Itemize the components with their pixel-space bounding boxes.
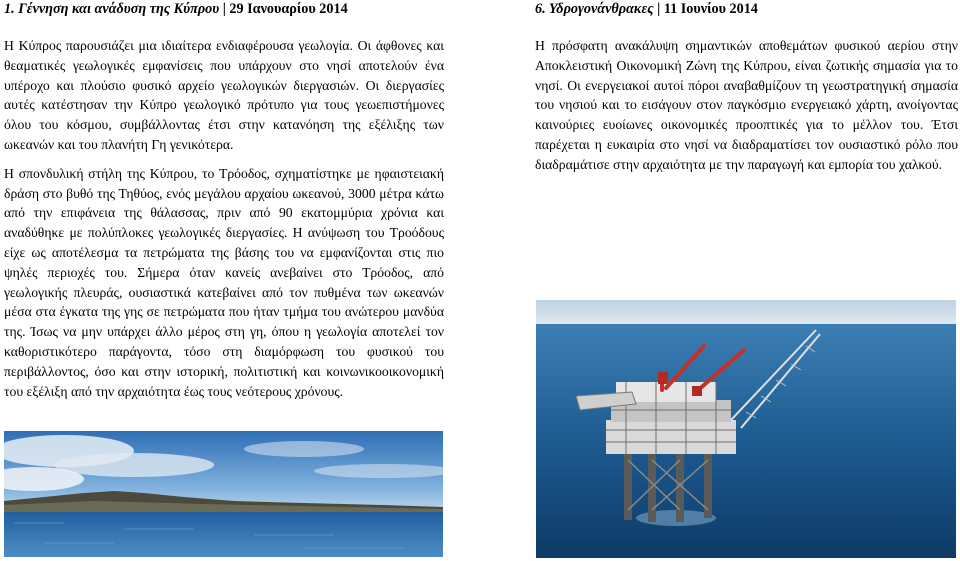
coastline-photo <box>4 431 443 557</box>
heading-title: 6. Υδρογονάνθρακες <box>535 1 654 17</box>
heading-date: 11 Ιουνίου 2014 <box>663 1 758 17</box>
paragraph: Η σπονδυλική στήλη της Κύπρου, το Τρόοδος, σχηματίστηκε με ηφαιστειακή δράση στο βυθό της Τηθύος, ενός μεγάλου αρχαίου ωκεανού, 3000 μέτρα κάτω από την επιφάνεια της θάλασσας, πριν από 90 εκατομμύρια χρόνια και αναδύθηκε με πολύπλοκες γεωλογικές διεργασίες. Η ανύψωση του Τροόδους είχε ως αποτέλεσμα τα πετρώματα της βάσης του να εμφανίζονται στις πιο ψηλές περιοχές του. Σήμερα όταν κανείς ανεβαίνει στο Τρόοδος, από γεωλογικής πλευράς, ουσιαστικά κατεβαίνει από τον πυθμένα των ωκεανών μέσα στα έγκατα της γης σε πετρώματα που ήταν τμήμα του ανώτερου μανδύα της. Ίσως να μην υπάρχει άλλο μέρος στη γη, όπου η γεωλογία αποτελεί τον καθοριστικότερο παράγοντα, τόσο στη διαμόρφωση του φυσικού του περιβάλλοντος, όσο και στην ιστορική, πολιτιστική και κοινωνικοοικονομική του εξέλιξη από την αρχαιότητα έως τους νεότερους χρόνους. <box>4 165 444 399</box>
article-left <box>4 0 444 410</box>
heading-title: 1. Γέννηση και ανάδυση της Κύπρου <box>4 1 220 17</box>
paragraph: Η πρόσφατη ανακάλυψη σημαντικών αποθεμάτων φυσικού αερίου στην Αποκλειστική Οικονομική Ζώνη της Κύπρου, είναι ζωτικής σημασία για το νησί. Οι ενεργειακοί αυτοί πόροι αναβαθμίζουν τη γεωστρατηγική σημασία του νησιού και το εισάγουν στον παγκόσμιο ενεργειακό χάρτη, ανοίγοντας καινούριες ευοίωνες οικονομικές προοπτικές για το μέλλον του. Έτσι παρέχεται η ευκαιρία στο νησί να διαδραματίσει τον ουσιαστικό ρόλο που διαδραμάτισε στην αρχαιότητα με την παραγωγή και εμπορία του χαλκού. <box>535 38 958 172</box>
heading-separator: | <box>219 1 230 17</box>
paragraph: Η Κύπρος παρουσιάζει μια ιδιαίτερα ενδιαφέρουσα γεωλογία. Οι άφθονες και θεαματικές γεωλογικές εμφανίσεις που υπάρχουν στο νησί αποτελούν ένα υπέροχο και πλούσιο φυσικό αρχείο γεωλογικών διεργασιών. Οι διεργασίες αυτές κατέστησαν την Κύπρο γεωλογικό πρότυπο για τους γεωεπιστήμονες όλου του κόσμου, συμβάλλοντας έτσι στην κατανόηση της εξέλιξης των ωκεανών και του πλανήτη Γη γενικότερα. <box>4 38 444 152</box>
article-heading-left <box>4 1 444 18</box>
article-right <box>535 0 958 184</box>
heading-separator: | <box>653 1 664 17</box>
heading-date: 29 Ιανουαρίου 2014 <box>229 1 348 17</box>
article-heading-right <box>535 1 958 18</box>
offshore-platform-photo <box>536 300 956 558</box>
